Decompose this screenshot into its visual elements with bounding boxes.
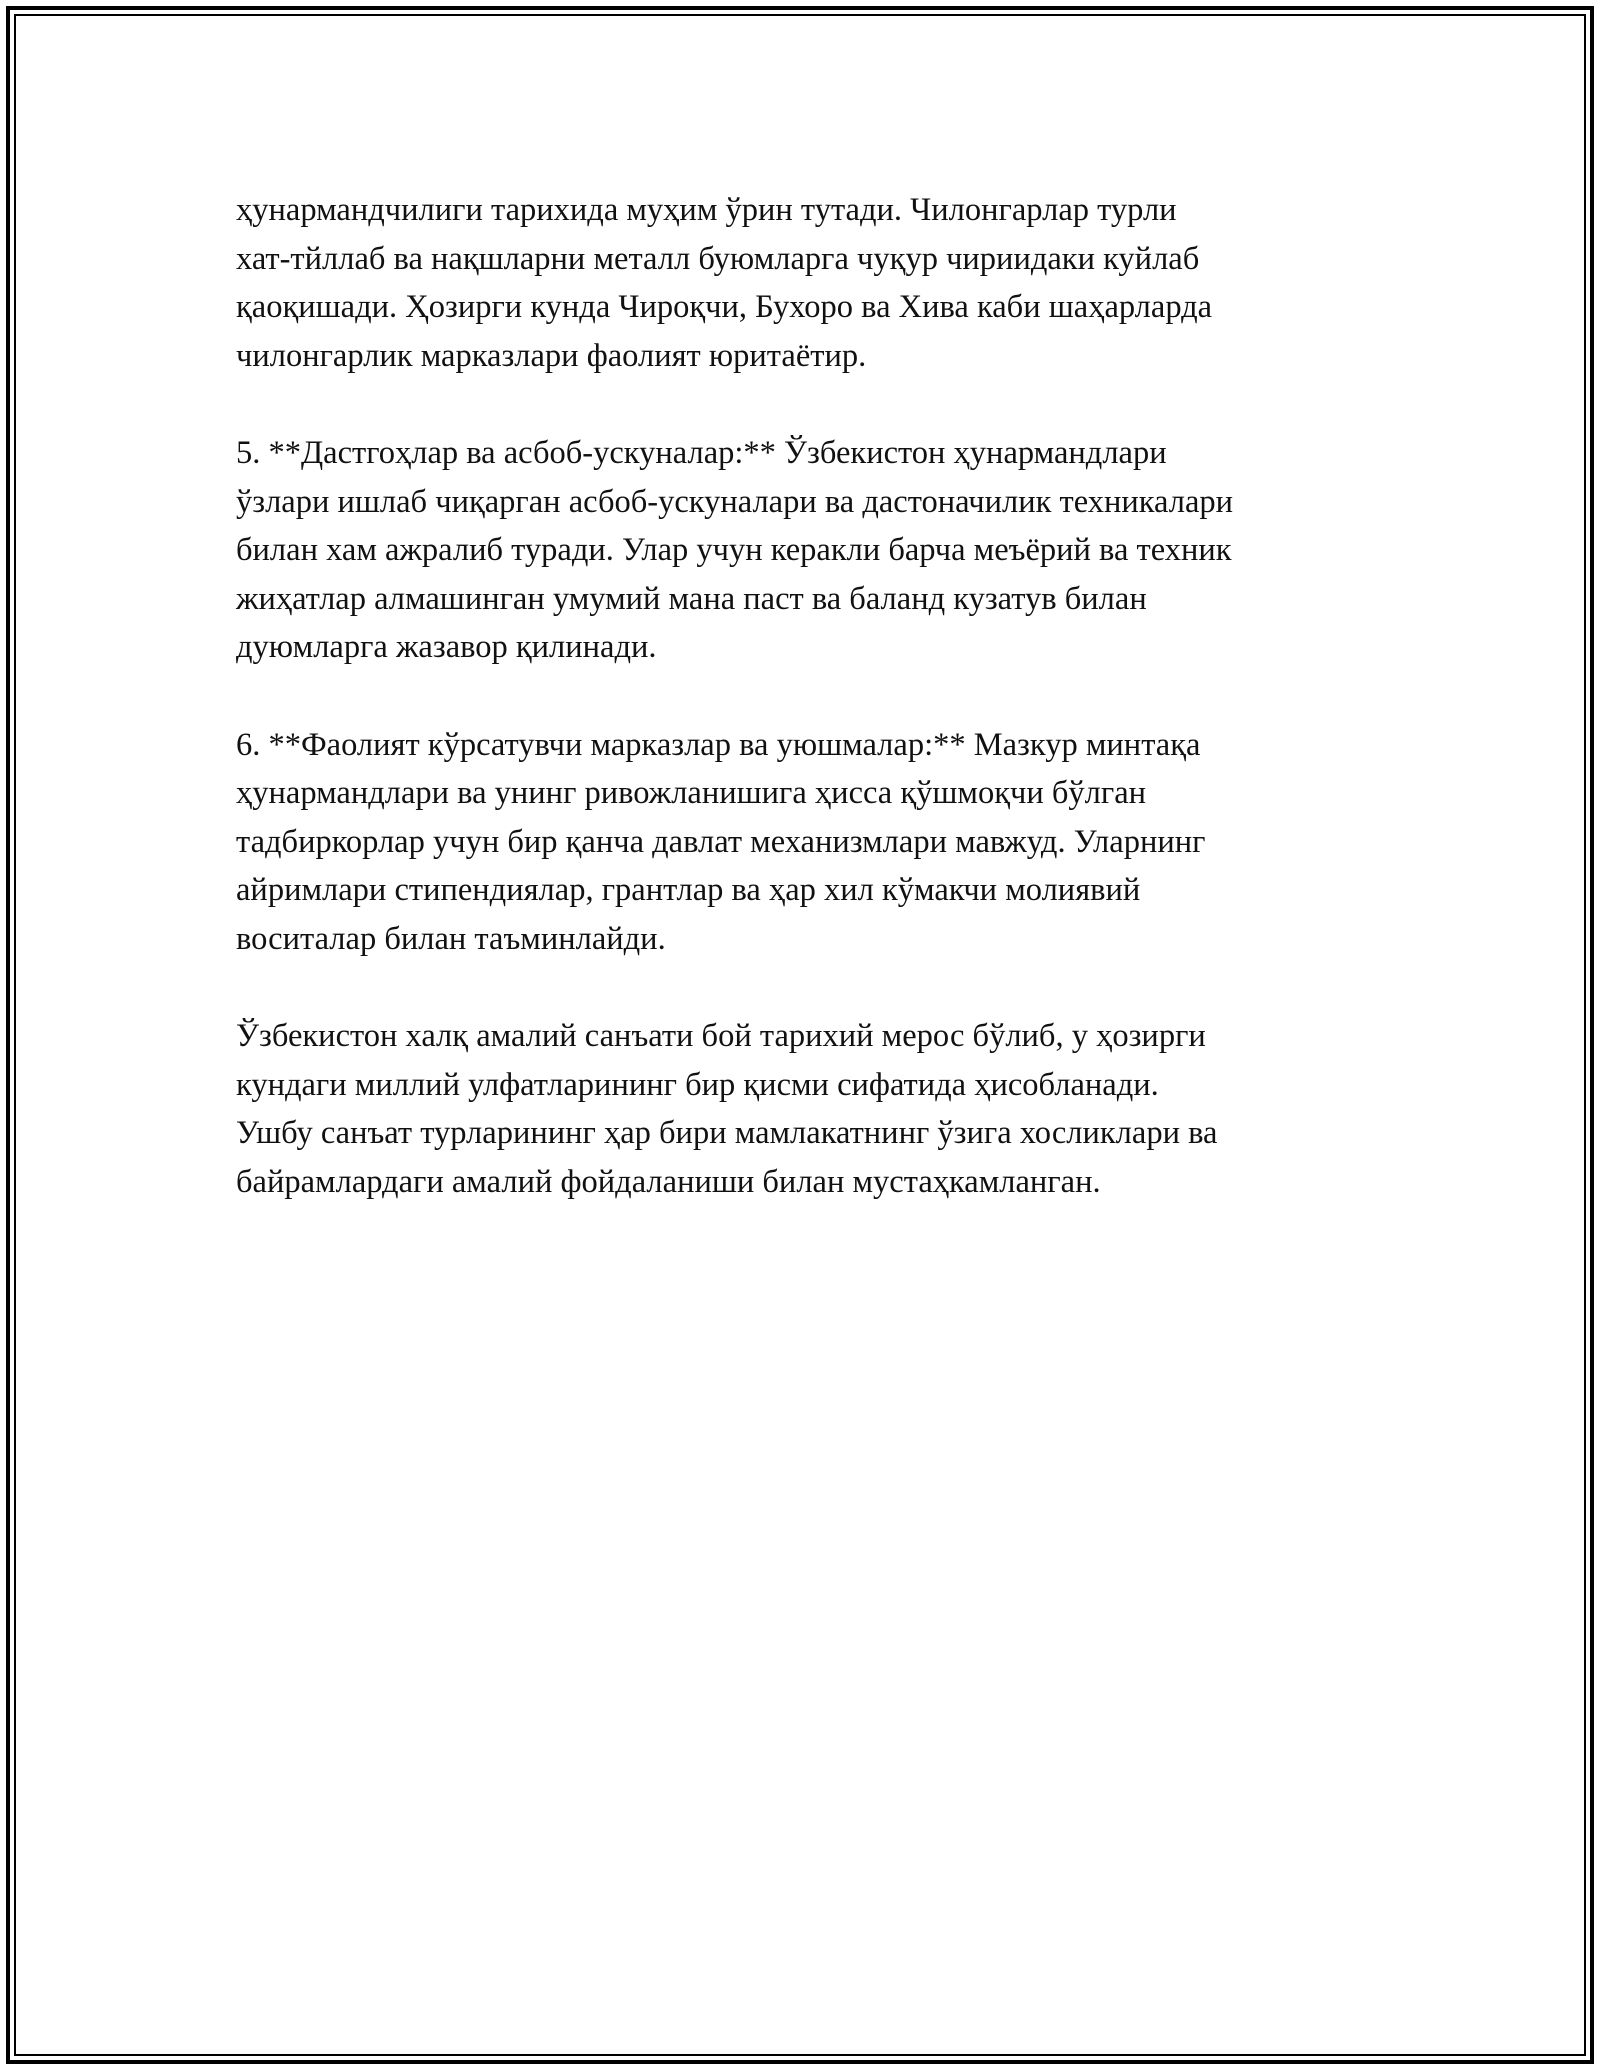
paragraph-tools-and-equipment: 5. **Дастгоҳлар ва асбоб-ускуналар:** Ўзбекистон ҳунармандлари ўзлари ишлаб чиқарган асбоб-ускуналари ва дастоначилик техникалари билан хам ажралиб туради. Улар учун керакли барча меъёрий ва техник жиҳатлар алмашинган умумий мана паст ва баланд кузатув билан дуюмларга жазавор қилинади. bbox=[236, 434, 1234, 666]
document-body bbox=[236, 186, 1396, 1206]
paragraph-metalwork-continuation: ҳунармандчилиги тарихида муҳим ўрин тутади. Чилонгарлар турли хат-тйллаб ва нақшларни металл буюмларга чуқур чириидаки куйлаб қаоқишади. Ҳозирги кунда Чироқчи, Бухоро ва Хива каби шаҳарларда чилонгарлик марказлари фаолият юритаётир. bbox=[236, 192, 1213, 374]
paragraph-conclusion: Ўзбекистон халқ амалий санъати бой тарихий мерос бўлиб, у ҳозирги кундаги миллий улфатларининг бир қисми сифатида ҳисобланади. Ушбу санъат турларининг ҳар бири мамлакатнинг ўзига хосликлари ва байрамлардаги амалий фойдаланиши билан мустаҳкамланган. bbox=[236, 1018, 1218, 1200]
paragraph-centers-and-associations: 6. **Фаолият кўрсатувчи марказлар ва уюшмалар:** Мазкур минтақа ҳунармандлари ва унинг ривожланишига ҳисса қўшмоқчи бўлган тадбиркорлар учун бир қанча давлат механизмлари мавжуд. Уларнинг айримлари стипендиялар, грантлар ва ҳар хил кўмакчи молиявий воситалар билан таъминлайди. bbox=[236, 726, 1206, 957]
